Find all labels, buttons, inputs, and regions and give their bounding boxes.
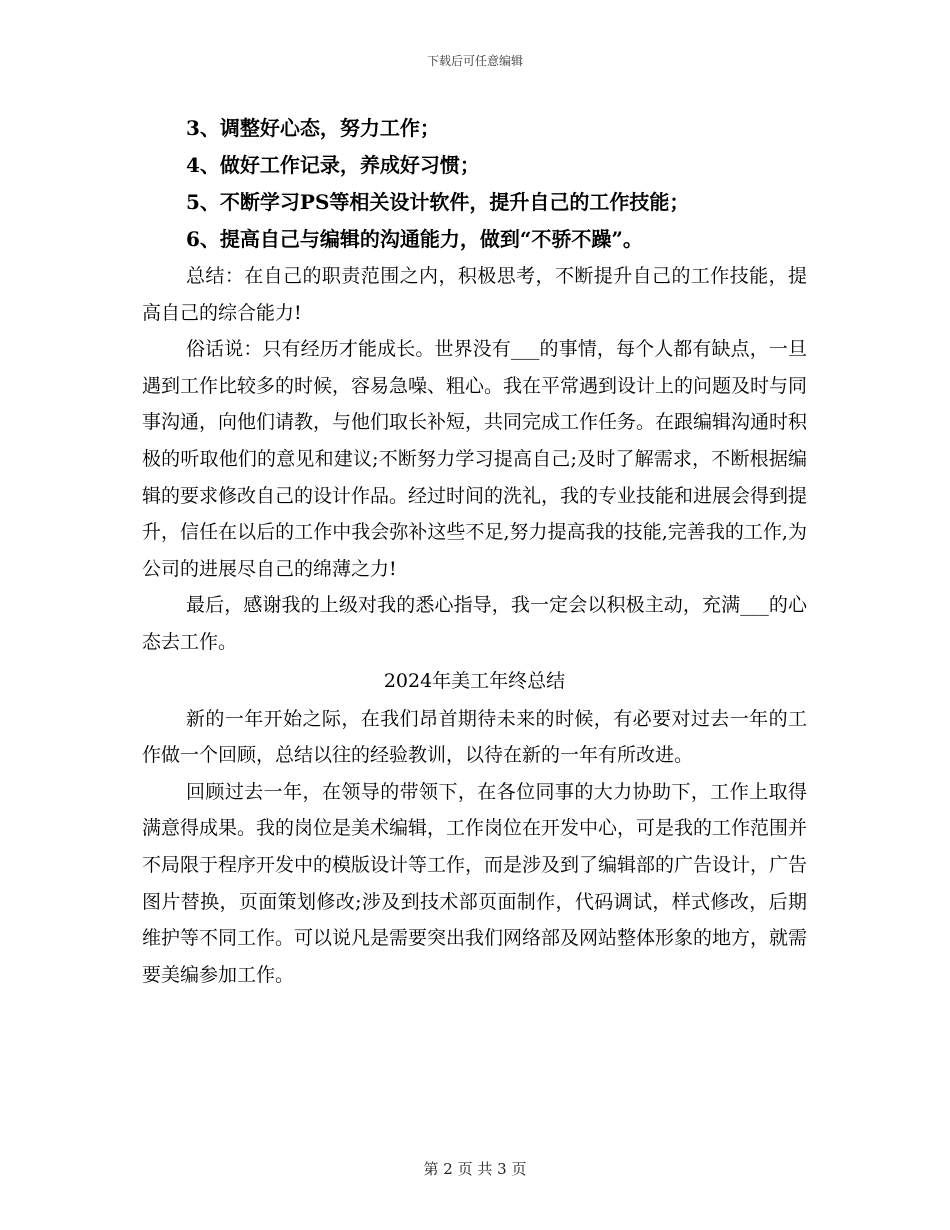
section-title: 2024年美工年终总结 [383, 669, 566, 692]
intro-paragraph: 新的一年开始之际，在我们昂首期待未来的时候，有必要对过去一年的工作做一个回顾，总结以往的经验教训，以待在新的一年有所改进。 [142, 707, 807, 767]
list-item-6: 6、提高自己与编辑的沟通能力，做到“不骄不躁”。 [186, 227, 643, 251]
review-paragraph: 回顾过去一年，在领导的带领下，在各位同事的大力协助下，工作上取得满意得成果。我的岗位是美术编辑，工作岗位在开发中心，可是我的工作范围并不局限于程序开发中的模版设计等工作，而是涉及到了编辑部的广告设计，广告图片替换，页面策划修改;涉及到技术部页面制作，代码调试，样式修改，后期维护等不同工作。可以说凡是需要突出我们网络部及网站整体形象的地方，就需要美编参加工作。 [142, 780, 808, 986]
page-header-note: 下载后可任意编辑 [426, 54, 523, 68]
summary-paragraph: 总结：在自己的职责范围之内，积极思考，不断提升自己的工作技能，提高自己的综合能力! [142, 265, 807, 324]
page-number: 第 2 页 共 3 页 [423, 1160, 527, 1178]
list-item-4: 4、做好工作记录，养成好习惯； [186, 153, 480, 177]
list-item-3: 3、调整好心态，努力工作； [186, 116, 440, 140]
list-item-5: 5、不断学习PS等相关设计软件，提升自己的工作技能； [186, 190, 690, 214]
closing-paragraph: 最后，感谢我的上级对我的悉心指导，我一定会以积极主动，充满___的心态去工作。 [142, 594, 807, 653]
document-body [142, 110, 807, 993]
proverb-paragraph: 俗话说：只有经历才能成长。世界没有___的事情，每个人都有缺点，一旦遇到工作比较多的时候，容易急噪、粗心。我在平常遇到设计上的问题及时与同事沟通，向他们请教，与他们取长补短，共同完成工作任务。在跟编辑沟通时积极的听取他们的意见和建议;不断努力学习提高自己;及时了解需求，不断根据编辑的要求修改自己的设计作品。经过时间的洗礼，我的专业技能和进展会得到提升，信任在以后的工作中我会弥补这些不足,努力提高我的技能,完善我的工作,为公司的进展尽自己的绵薄之力! [142, 338, 808, 580]
